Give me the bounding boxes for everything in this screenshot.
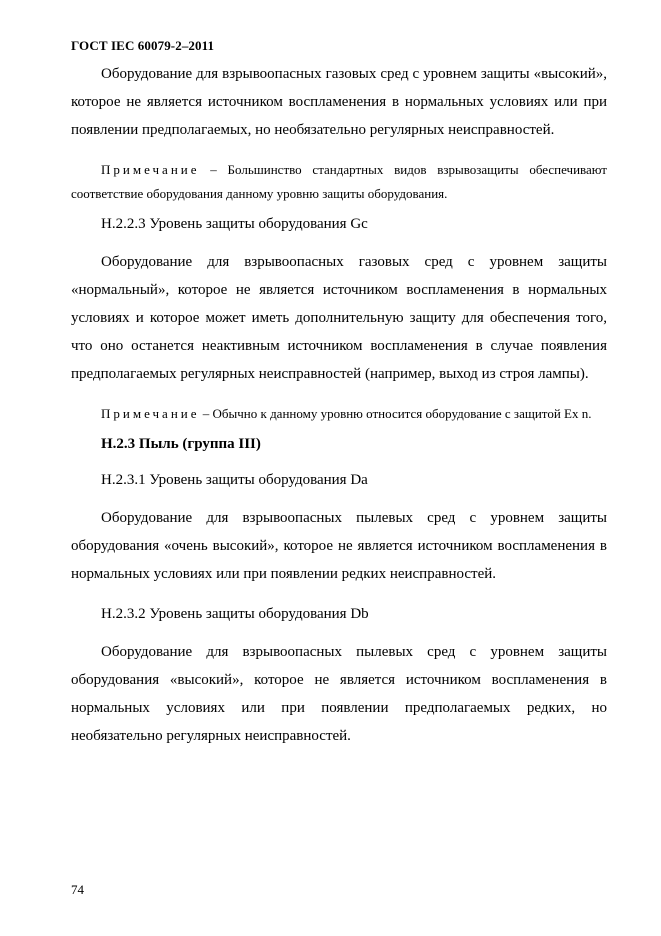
note-label: Примечание: [101, 406, 200, 421]
note-label: Примечание: [101, 162, 200, 177]
note-gc: [71, 402, 607, 426]
paragraph-da-description: Оборудование для взрывоопасных пылевых сред с уровнем защиты оборудования «очень высокий», которое не является источником воспламенения в нормальных условиях или при появлении редких неисправностей.: [71, 510, 607, 582]
document-body: [71, 60, 607, 764]
paragraph-gb-description: Оборудование для взрывоопасных газовых сред с уровнем защиты «высокий», которое не является источником воспламенения в нормальных условиях или при появлении предполагаемых, но необязательно регулярных неисправностей.: [71, 66, 607, 138]
paragraph-gc-description: Оборудование для взрывоопасных газовых сред с уровнем защиты «нормальный», которое не является источником воспламенения в нормальных условиях и которое может иметь дополнительную защиту для обеспечения того, что оно останется неактивным источником воспламенения в случае появления предполагаемых регулярных неисправностей (например, выход из строя лампы).: [71, 254, 607, 382]
heading-da: Н.2.3.1 Уровень защиты оборудования Da: [101, 472, 368, 488]
paragraph-db-description: Оборудование для взрывоопасных пылевых сред с уровнем защиты оборудования «высокий», которое не является источником воспламенения в нормальных условиях или при появлении предполагаемых редких, но необязательно регулярных неисправностей.: [71, 644, 607, 744]
page-number: 74: [71, 882, 84, 897]
note-text: – Большинство стандартных видов взрывозащиты обеспечивают соответствие оборудования данному уровню защиты оборудования.: [71, 162, 607, 201]
heading-dust-group: Н.2.3 Пыль (группа III): [101, 436, 261, 452]
heading-gc: Н.2.2.3 Уровень защиты оборудования Gc: [101, 216, 368, 232]
heading-db: Н.2.3.2 Уровень защиты оборудования Db: [101, 606, 369, 622]
note-gb: [71, 158, 607, 206]
note-text: – Обычно к данному уровню относится оборудование с защитой Ex n.: [199, 406, 592, 421]
document-header: ГОСТ IEC 60079-2–2011: [71, 38, 215, 53]
